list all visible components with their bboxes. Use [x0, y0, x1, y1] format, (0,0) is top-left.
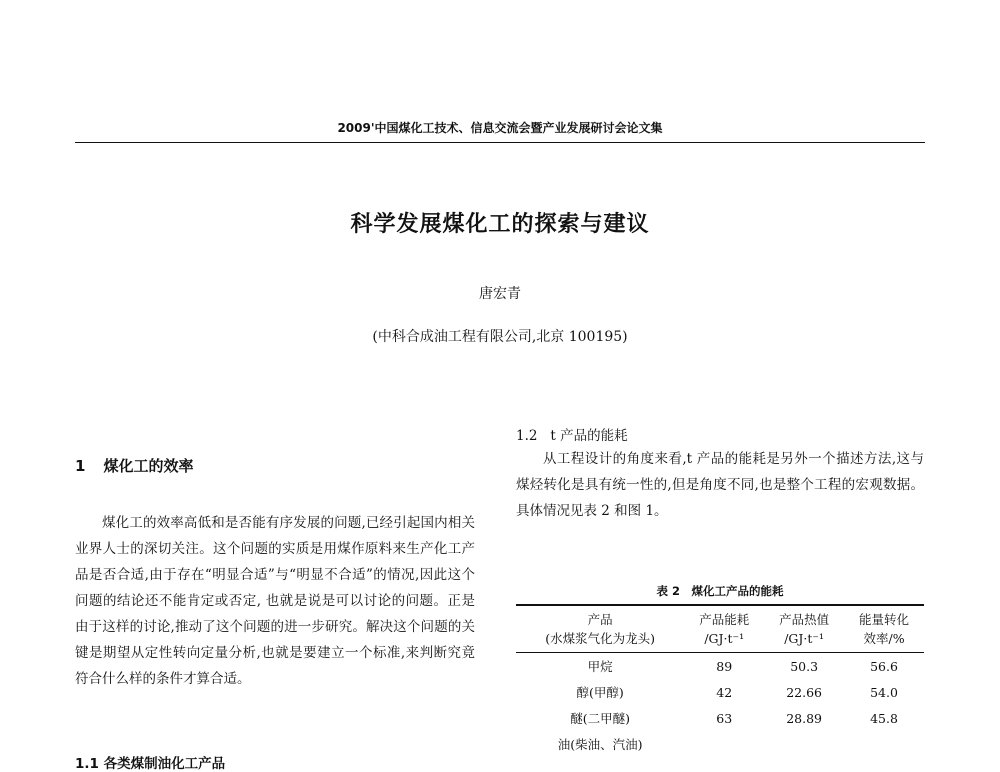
- cell: 50.3: [790, 658, 819, 674]
- cell: 42: [716, 684, 733, 700]
- table-row: [516, 731, 924, 757]
- cell: [684, 731, 764, 757]
- subsection-heading-1-2: [516, 424, 628, 444]
- table-row: [516, 679, 924, 705]
- paper-title: 科学发展煤化工的探索与建议: [350, 212, 650, 237]
- cell: 56.6: [870, 658, 898, 674]
- cell: 45.8: [870, 710, 898, 726]
- col-header: 能量转化 效率/%: [844, 605, 924, 653]
- cell: 醚(二甲醚): [570, 711, 631, 726]
- subsection-heading-cut: 1.1 各类煤制油化工产品: [75, 756, 226, 772]
- left-paragraph: 煤化工的效率高低和是否能有序发展的问题,已经引起国内相关业界人士的深切关注。这个问题的实质是用煤作原料来生产化工产品是否合适,由于存在“明显合适”与“明显不合适”的情况,因此这个问题的结论还不能肯定或否定, 也就是说是可以讨论的问题。正是由于这样的讨论,推动了这个问题的进一步研究。解决这个问题的关键是期望从定性转向定量分析,也就是要建立一个标准,来判断究竟符合什么样的条件才算合适。: [75, 515, 475, 687]
- cell: 54.0: [870, 684, 898, 700]
- header-rule: [75, 142, 925, 143]
- author: 唐宏青: [479, 286, 521, 302]
- affiliation: (中科合成油工程有限公司,北京 100195): [372, 329, 628, 345]
- table-caption: 表 2 煤化工产品的能耗: [656, 584, 784, 598]
- section-number: 1: [75, 457, 86, 475]
- section-title: 煤化工的效率: [103, 457, 194, 475]
- table-row: [516, 653, 924, 680]
- cell: 63: [716, 710, 733, 726]
- cell: 89: [716, 658, 733, 674]
- right-paragraph: 从工程设计的角度来看,t 产品的能耗是另外一个描述方法,这与煤烃转化是具有统一性的,但是角度不同,也是整个工程的宏观数据。具体情况见表 2 和图 1。: [516, 451, 924, 519]
- subsection-number: 1.2: [516, 428, 538, 444]
- cell: 28.89: [786, 710, 823, 726]
- subsection-title: t 产品的能耗: [550, 428, 628, 444]
- cell: 醇(甲醇): [576, 685, 624, 700]
- energy-table: [516, 604, 924, 757]
- running-header: 2009'中国煤化工技术、信息交流会暨产业发展研讨会论文集: [337, 121, 663, 135]
- cell: 22.66: [786, 684, 823, 700]
- table-row: [516, 705, 924, 731]
- section-heading-1: [75, 455, 211, 476]
- cell: [844, 731, 924, 757]
- cell: [764, 731, 844, 757]
- cell: 油(柴油、汽油): [557, 737, 643, 752]
- col-header: 产品能耗 /GJ·t⁻¹: [684, 605, 764, 653]
- cell: 甲烷: [587, 659, 613, 674]
- col-header: 产品 (水煤浆气化为龙头): [516, 605, 684, 653]
- col-header: 产品热值 /GJ·t⁻¹: [764, 605, 844, 653]
